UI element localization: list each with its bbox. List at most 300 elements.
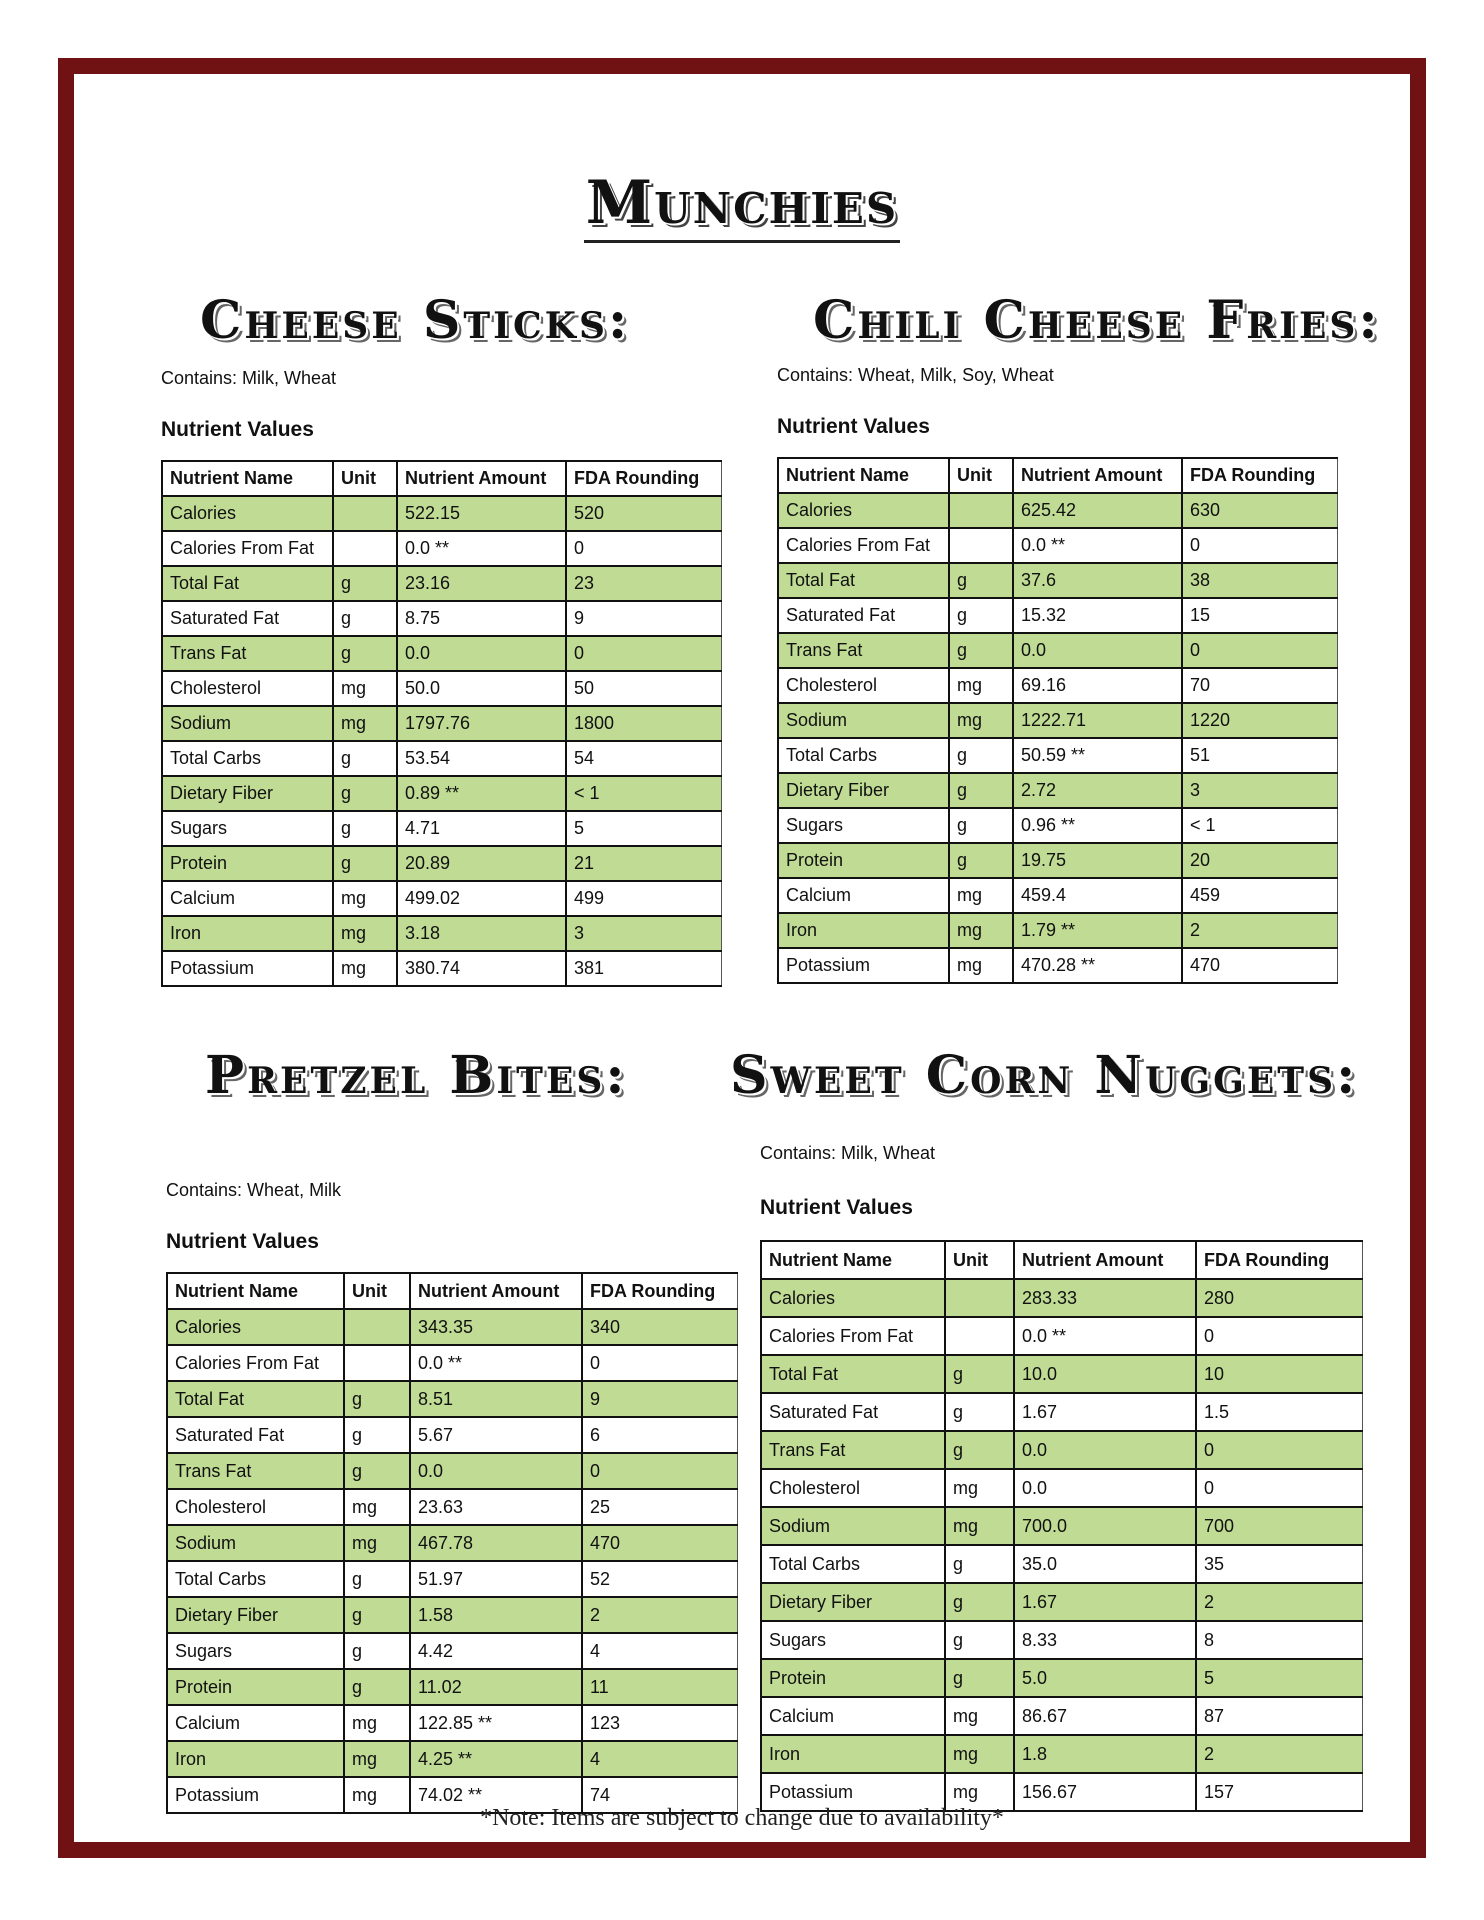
col-unit-cell bbox=[344, 1309, 410, 1345]
col-nutrient-amount-cell: 11.02 bbox=[410, 1669, 582, 1705]
col-fda-rounding-cell: 8 bbox=[1196, 1621, 1363, 1659]
col-fda-rounding-cell: 50 bbox=[566, 671, 722, 706]
col-nutrient-name-cell: Cholesterol bbox=[167, 1489, 344, 1525]
col-fda-rounding-cell: 0 bbox=[566, 531, 722, 566]
col-nutrient-amount-cell: 86.67 bbox=[1014, 1697, 1196, 1735]
col-fda-rounding-cell: 21 bbox=[566, 846, 722, 881]
table-row bbox=[761, 1735, 1363, 1773]
table-row bbox=[167, 1741, 738, 1777]
col-nutrient-name-cell: Protein bbox=[162, 846, 333, 881]
col-unit-cell: mg bbox=[945, 1735, 1014, 1773]
col-unit-cell: g bbox=[945, 1659, 1014, 1697]
col-unit-cell: g bbox=[333, 601, 397, 636]
table-row bbox=[778, 528, 1338, 563]
col-fda-rounding-cell: 0 bbox=[566, 636, 722, 671]
col-nutrient-amount-cell: 0.0 bbox=[410, 1453, 582, 1489]
col-nutrient-name-cell: Iron bbox=[167, 1741, 344, 1777]
col-fda-rounding-cell: 1220 bbox=[1182, 703, 1338, 738]
col-fda-rounding-cell: 2 bbox=[1196, 1583, 1363, 1621]
col-nutrient-amount-cell: 470.28 ** bbox=[1013, 948, 1182, 983]
col-fda-rounding-cell: < 1 bbox=[566, 776, 722, 811]
table-row bbox=[761, 1545, 1363, 1583]
col-fda-rounding-cell: 520 bbox=[566, 496, 722, 531]
nutrient-values-heading: Nutrient Values bbox=[161, 418, 314, 441]
col-nutrient-name-cell: Cholesterol bbox=[761, 1469, 945, 1507]
col-nutrient-amount-cell: 50.59 ** bbox=[1013, 738, 1182, 773]
table-row bbox=[761, 1659, 1363, 1697]
col-unit-cell: mg bbox=[949, 913, 1013, 948]
col-nutrient-amount-cell: 122.85 ** bbox=[410, 1705, 582, 1741]
col-nutrient-name-cell: Dietary Fiber bbox=[162, 776, 333, 811]
table-row bbox=[778, 843, 1338, 878]
col-nutrient-name-cell: Saturated Fat bbox=[167, 1417, 344, 1453]
col-fda-rounding-cell: 157 bbox=[1196, 1773, 1363, 1811]
table-row bbox=[761, 1621, 1363, 1659]
table-row bbox=[778, 563, 1338, 598]
col-nutrient-name-cell: Sugars bbox=[167, 1633, 344, 1669]
col-unit-cell bbox=[945, 1317, 1014, 1355]
col-fda-rounding-cell: 0 bbox=[1196, 1469, 1363, 1507]
table-row bbox=[761, 1317, 1363, 1355]
col-nutrient-name-header: Nutrient Name bbox=[761, 1241, 945, 1279]
col-nutrient-amount-cell: 10.0 bbox=[1014, 1355, 1196, 1393]
col-nutrient-name-cell: Potassium bbox=[778, 948, 949, 983]
nutrient-table-sweet-corn-nuggets bbox=[760, 1240, 1363, 1812]
col-fda-rounding-cell: < 1 bbox=[1182, 808, 1338, 843]
table-header-row bbox=[162, 461, 722, 496]
col-unit-cell: g bbox=[344, 1453, 410, 1489]
col-nutrient-amount-cell: 343.35 bbox=[410, 1309, 582, 1345]
col-fda-rounding-cell: 459 bbox=[1182, 878, 1338, 913]
table-header-row bbox=[761, 1241, 1363, 1279]
col-unit-cell: mg bbox=[945, 1507, 1014, 1545]
col-fda-rounding-cell: 123 bbox=[582, 1705, 738, 1741]
col-nutrient-name-cell: Trans Fat bbox=[778, 633, 949, 668]
col-nutrient-name-cell: Trans Fat bbox=[167, 1453, 344, 1489]
section-title-pretzel-bites: Pretzel Bites: bbox=[205, 1045, 628, 1106]
col-nutrient-amount-cell: 0.0 ** bbox=[410, 1345, 582, 1381]
col-unit-cell bbox=[945, 1279, 1014, 1317]
col-nutrient-name-cell: Calories From Fat bbox=[761, 1317, 945, 1355]
col-nutrient-name-cell: Potassium bbox=[162, 951, 333, 986]
table-row bbox=[162, 951, 722, 986]
col-fda-rounding-cell: 11 bbox=[582, 1669, 738, 1705]
col-nutrient-amount-cell: 522.15 bbox=[397, 496, 566, 531]
col-unit-header: Unit bbox=[945, 1241, 1014, 1279]
col-nutrient-amount-cell: 8.51 bbox=[410, 1381, 582, 1417]
table-row bbox=[761, 1431, 1363, 1469]
col-nutrient-name-cell: Trans Fat bbox=[761, 1431, 945, 1469]
table-row bbox=[778, 493, 1338, 528]
col-unit-cell: g bbox=[949, 598, 1013, 633]
col-fda-rounding-cell: 52 bbox=[582, 1561, 738, 1597]
table-row bbox=[778, 808, 1338, 843]
table-header-row bbox=[778, 458, 1338, 493]
col-nutrient-name-cell: Potassium bbox=[167, 1777, 344, 1813]
allergens-chili-cheese-fries: Contains: Wheat, Milk, Soy, Wheat bbox=[777, 365, 1054, 385]
col-nutrient-name-cell: Calories bbox=[162, 496, 333, 531]
col-unit-cell: g bbox=[333, 741, 397, 776]
col-nutrient-name-cell: Calcium bbox=[778, 878, 949, 913]
col-nutrient-name-cell: Total Fat bbox=[778, 563, 949, 598]
col-nutrient-amount-cell: 15.32 bbox=[1013, 598, 1182, 633]
col-unit-cell: mg bbox=[949, 703, 1013, 738]
availability-note: *Note: Items are subject to change due to availability* bbox=[480, 1805, 1004, 1831]
col-nutrient-name-cell: Cholesterol bbox=[162, 671, 333, 706]
col-fda-rounding-cell: 74 bbox=[582, 1777, 738, 1813]
table-row bbox=[167, 1489, 738, 1525]
col-nutrient-name-cell: Total Fat bbox=[162, 566, 333, 601]
col-nutrient-name-cell: Sodium bbox=[778, 703, 949, 738]
col-nutrient-amount-cell: 1.8 bbox=[1014, 1735, 1196, 1773]
col-fda-rounding-cell: 3 bbox=[566, 916, 722, 951]
col-nutrient-name-cell: Sugars bbox=[162, 811, 333, 846]
col-nutrient-amount-cell: 8.75 bbox=[397, 601, 566, 636]
table-row bbox=[778, 878, 1338, 913]
table-row bbox=[761, 1355, 1363, 1393]
table-row bbox=[167, 1561, 738, 1597]
col-unit-header: Unit bbox=[344, 1273, 410, 1309]
col-unit-cell: mg bbox=[344, 1741, 410, 1777]
col-unit-cell bbox=[949, 528, 1013, 563]
table-row bbox=[167, 1453, 738, 1489]
col-nutrient-name-cell: Total Fat bbox=[167, 1381, 344, 1417]
col-nutrient-name-cell: Protein bbox=[761, 1659, 945, 1697]
col-nutrient-name-cell: Sugars bbox=[761, 1621, 945, 1659]
col-nutrient-name-cell: Dietary Fiber bbox=[778, 773, 949, 808]
col-nutrient-name-cell: Calories From Fat bbox=[778, 528, 949, 563]
col-nutrient-amount-cell: 4.71 bbox=[397, 811, 566, 846]
nutrient-table-chili-cheese-fries bbox=[777, 457, 1338, 984]
nutrient-values-heading: Nutrient Values bbox=[166, 1230, 319, 1253]
col-unit-cell: mg bbox=[344, 1489, 410, 1525]
col-fda-rounding-cell: 10 bbox=[1196, 1355, 1363, 1393]
col-nutrient-amount-cell: 20.89 bbox=[397, 846, 566, 881]
table-row bbox=[162, 496, 722, 531]
col-fda-rounding-cell: 470 bbox=[1182, 948, 1338, 983]
col-nutrient-amount-cell: 0.0 ** bbox=[397, 531, 566, 566]
col-fda-rounding-cell: 54 bbox=[566, 741, 722, 776]
col-nutrient-name-cell: Calories From Fat bbox=[167, 1345, 344, 1381]
nutrient-table-cheese-sticks bbox=[161, 460, 722, 987]
col-fda-rounding-cell: 9 bbox=[582, 1381, 738, 1417]
col-fda-rounding-cell: 87 bbox=[1196, 1697, 1363, 1735]
col-unit-cell: g bbox=[344, 1417, 410, 1453]
col-unit-cell: mg bbox=[333, 951, 397, 986]
col-nutrient-amount-cell: 459.4 bbox=[1013, 878, 1182, 913]
table-row bbox=[167, 1381, 738, 1417]
col-nutrient-amount-cell: 3.18 bbox=[397, 916, 566, 951]
col-nutrient-amount-cell: 0.96 ** bbox=[1013, 808, 1182, 843]
col-fda-rounding-cell: 70 bbox=[1182, 668, 1338, 703]
col-fda-rounding-cell: 25 bbox=[582, 1489, 738, 1525]
col-unit-cell bbox=[344, 1345, 410, 1381]
col-fda-rounding-cell: 38 bbox=[1182, 563, 1338, 598]
col-nutrient-amount-cell: 499.02 bbox=[397, 881, 566, 916]
col-nutrient-amount-cell: 0.0 bbox=[397, 636, 566, 671]
col-nutrient-amount-cell: 1.67 bbox=[1014, 1583, 1196, 1621]
col-nutrient-amount-cell: 700.0 bbox=[1014, 1507, 1196, 1545]
col-unit-cell: g bbox=[344, 1381, 410, 1417]
table-row bbox=[162, 636, 722, 671]
col-fda-rounding-cell: 340 bbox=[582, 1309, 738, 1345]
col-fda-rounding-header: FDA Rounding bbox=[1182, 458, 1338, 493]
col-unit-cell: g bbox=[333, 566, 397, 601]
col-fda-rounding-cell: 4 bbox=[582, 1633, 738, 1669]
col-nutrient-name-cell: Dietary Fiber bbox=[761, 1583, 945, 1621]
col-nutrient-amount-cell: 625.42 bbox=[1013, 493, 1182, 528]
col-fda-rounding-cell: 2 bbox=[1196, 1735, 1363, 1773]
col-unit-cell: mg bbox=[333, 706, 397, 741]
table-row bbox=[778, 668, 1338, 703]
col-nutrient-name-cell: Iron bbox=[761, 1735, 945, 1773]
table-row bbox=[167, 1633, 738, 1669]
col-unit-header: Unit bbox=[333, 461, 397, 496]
table-row bbox=[162, 916, 722, 951]
col-fda-rounding-cell: 15 bbox=[1182, 598, 1338, 633]
col-unit-cell: g bbox=[945, 1545, 1014, 1583]
col-fda-rounding-cell: 3 bbox=[1182, 773, 1338, 808]
col-fda-rounding-header: FDA Rounding bbox=[582, 1273, 738, 1309]
col-fda-rounding-cell: 1.5 bbox=[1196, 1393, 1363, 1431]
col-nutrient-amount-cell: 53.54 bbox=[397, 741, 566, 776]
col-fda-rounding-cell: 499 bbox=[566, 881, 722, 916]
table-row bbox=[162, 531, 722, 566]
col-nutrient-amount-cell: 0.0 bbox=[1013, 633, 1182, 668]
col-nutrient-name-cell: Calories bbox=[761, 1279, 945, 1317]
col-nutrient-amount-cell: 50.0 bbox=[397, 671, 566, 706]
col-fda-rounding-cell: 1800 bbox=[566, 706, 722, 741]
nutrient-values-heading: Nutrient Values bbox=[760, 1196, 913, 1219]
col-fda-rounding-cell: 6 bbox=[582, 1417, 738, 1453]
col-nutrient-amount-cell: 283.33 bbox=[1014, 1279, 1196, 1317]
col-unit-cell: g bbox=[333, 636, 397, 671]
col-fda-rounding-header: FDA Rounding bbox=[1196, 1241, 1363, 1279]
col-nutrient-name-cell: Sodium bbox=[167, 1525, 344, 1561]
col-nutrient-name-cell: Dietary Fiber bbox=[167, 1597, 344, 1633]
col-nutrient-name-cell: Saturated Fat bbox=[162, 601, 333, 636]
table-row bbox=[778, 773, 1338, 808]
col-fda-rounding-cell: 5 bbox=[566, 811, 722, 846]
col-fda-rounding-cell: 2 bbox=[582, 1597, 738, 1633]
col-nutrient-amount-cell: 0.0 bbox=[1014, 1469, 1196, 1507]
table-row bbox=[167, 1525, 738, 1561]
table-row bbox=[778, 598, 1338, 633]
col-unit-cell: g bbox=[333, 811, 397, 846]
col-nutrient-amount-cell: 0.0 ** bbox=[1013, 528, 1182, 563]
col-unit-cell: g bbox=[945, 1583, 1014, 1621]
col-unit-cell: mg bbox=[333, 916, 397, 951]
nutrient-values-heading: Nutrient Values bbox=[777, 415, 930, 438]
table-row bbox=[162, 811, 722, 846]
table-row bbox=[761, 1469, 1363, 1507]
col-nutrient-name-cell: Total Carbs bbox=[761, 1545, 945, 1583]
table-row bbox=[162, 706, 722, 741]
col-nutrient-amount-cell: 4.25 ** bbox=[410, 1741, 582, 1777]
col-unit-cell: mg bbox=[949, 668, 1013, 703]
col-nutrient-name-cell: Sodium bbox=[761, 1507, 945, 1545]
col-fda-rounding-cell: 0 bbox=[582, 1453, 738, 1489]
col-unit-cell bbox=[333, 496, 397, 531]
col-nutrient-amount-cell: 35.0 bbox=[1014, 1545, 1196, 1583]
col-fda-rounding-header: FDA Rounding bbox=[566, 461, 722, 496]
table-row bbox=[778, 633, 1338, 668]
page-title: Munchies bbox=[0, 168, 1484, 238]
col-nutrient-amount-cell: 5.0 bbox=[1014, 1659, 1196, 1697]
section-title-cheese-sticks: Cheese Sticks: bbox=[200, 290, 631, 351]
table-row bbox=[162, 741, 722, 776]
table-row bbox=[761, 1279, 1363, 1317]
col-nutrient-name-cell: Potassium bbox=[761, 1773, 945, 1811]
table-row bbox=[162, 776, 722, 811]
table-row bbox=[778, 913, 1338, 948]
col-nutrient-amount-cell: 23.63 bbox=[410, 1489, 582, 1525]
table-row bbox=[761, 1583, 1363, 1621]
col-unit-cell: g bbox=[333, 776, 397, 811]
col-nutrient-amount-header: Nutrient Amount bbox=[397, 461, 566, 496]
col-fda-rounding-cell: 20 bbox=[1182, 843, 1338, 878]
col-nutrient-amount-header: Nutrient Amount bbox=[1013, 458, 1182, 493]
col-nutrient-name-cell: Calories bbox=[167, 1309, 344, 1345]
col-nutrient-amount-cell: 467.78 bbox=[410, 1525, 582, 1561]
col-unit-cell: mg bbox=[333, 881, 397, 916]
col-unit-cell: g bbox=[344, 1561, 410, 1597]
col-nutrient-amount-cell: 1.58 bbox=[410, 1597, 582, 1633]
table-row bbox=[167, 1597, 738, 1633]
col-nutrient-amount-cell: 1.67 bbox=[1014, 1393, 1196, 1431]
col-nutrient-amount-cell: 380.74 bbox=[397, 951, 566, 986]
col-unit-cell: mg bbox=[949, 948, 1013, 983]
table-row bbox=[778, 948, 1338, 983]
col-unit-cell: g bbox=[344, 1633, 410, 1669]
col-unit-cell: g bbox=[945, 1431, 1014, 1469]
col-nutrient-name-cell: Calcium bbox=[162, 881, 333, 916]
col-nutrient-name-cell: Cholesterol bbox=[778, 668, 949, 703]
col-nutrient-amount-cell: 37.6 bbox=[1013, 563, 1182, 598]
col-unit-cell: g bbox=[949, 563, 1013, 598]
col-nutrient-name-cell: Saturated Fat bbox=[778, 598, 949, 633]
col-nutrient-name-cell: Total Fat bbox=[761, 1355, 945, 1393]
col-unit-cell: g bbox=[344, 1597, 410, 1633]
col-nutrient-name-cell: Calcium bbox=[761, 1697, 945, 1735]
col-fda-rounding-cell: 0 bbox=[1196, 1317, 1363, 1355]
col-fda-rounding-cell: 0 bbox=[1182, 633, 1338, 668]
table-row bbox=[167, 1309, 738, 1345]
table-row bbox=[761, 1507, 1363, 1545]
col-nutrient-amount-cell: 8.33 bbox=[1014, 1621, 1196, 1659]
col-nutrient-name-cell: Sodium bbox=[162, 706, 333, 741]
col-unit-cell: mg bbox=[949, 878, 1013, 913]
col-fda-rounding-cell: 280 bbox=[1196, 1279, 1363, 1317]
col-unit-cell: g bbox=[945, 1621, 1014, 1659]
col-unit-cell: g bbox=[945, 1355, 1014, 1393]
col-unit-header: Unit bbox=[949, 458, 1013, 493]
col-nutrient-name-cell: Iron bbox=[162, 916, 333, 951]
table-row bbox=[778, 703, 1338, 738]
col-nutrient-name-cell: Calories From Fat bbox=[162, 531, 333, 566]
table-row bbox=[167, 1669, 738, 1705]
col-nutrient-amount-cell: 69.16 bbox=[1013, 668, 1182, 703]
col-nutrient-amount-cell: 0.0 ** bbox=[1014, 1317, 1196, 1355]
col-nutrient-amount-cell: 19.75 bbox=[1013, 843, 1182, 878]
allergens-cheese-sticks: Contains: Milk, Wheat bbox=[161, 368, 337, 388]
col-unit-cell: g bbox=[949, 738, 1013, 773]
col-nutrient-name-header: Nutrient Name bbox=[778, 458, 949, 493]
col-unit-cell: g bbox=[949, 843, 1013, 878]
col-fda-rounding-cell: 700 bbox=[1196, 1507, 1363, 1545]
col-fda-rounding-cell: 381 bbox=[566, 951, 722, 986]
col-fda-rounding-cell: 0 bbox=[1182, 528, 1338, 563]
col-nutrient-amount-cell: 156.67 bbox=[1014, 1773, 1196, 1811]
col-nutrient-amount-cell: 23.16 bbox=[397, 566, 566, 601]
table-row bbox=[162, 601, 722, 636]
col-unit-cell bbox=[949, 493, 1013, 528]
table-header-row bbox=[167, 1273, 738, 1309]
col-unit-cell: g bbox=[949, 633, 1013, 668]
col-nutrient-name-cell: Sugars bbox=[778, 808, 949, 843]
allergens-pretzel-bites: Contains: Wheat, Milk bbox=[166, 1180, 342, 1200]
table-row bbox=[167, 1705, 738, 1741]
col-nutrient-amount-cell: 5.67 bbox=[410, 1417, 582, 1453]
col-unit-cell: mg bbox=[945, 1773, 1014, 1811]
col-fda-rounding-cell: 51 bbox=[1182, 738, 1338, 773]
section-title-sweet-corn-nuggets: Sweet Corn Nuggets: bbox=[730, 1045, 1359, 1106]
table-row bbox=[761, 1697, 1363, 1735]
col-fda-rounding-cell: 470 bbox=[582, 1525, 738, 1561]
col-fda-rounding-cell: 0 bbox=[582, 1345, 738, 1381]
col-nutrient-amount-cell: 2.72 bbox=[1013, 773, 1182, 808]
col-nutrient-name-cell: Total Carbs bbox=[778, 738, 949, 773]
section-title-chili-cheese-fries: Chili Cheese Fries: bbox=[813, 290, 1381, 351]
col-nutrient-amount-cell: 0.89 ** bbox=[397, 776, 566, 811]
col-nutrient-name-header: Nutrient Name bbox=[162, 461, 333, 496]
table-row bbox=[167, 1417, 738, 1453]
col-unit-cell: mg bbox=[945, 1697, 1014, 1735]
col-unit-cell: g bbox=[949, 808, 1013, 843]
col-nutrient-amount-cell: 74.02 ** bbox=[410, 1777, 582, 1813]
col-fda-rounding-cell: 630 bbox=[1182, 493, 1338, 528]
col-nutrient-amount-cell: 4.42 bbox=[410, 1633, 582, 1669]
col-fda-rounding-cell: 23 bbox=[566, 566, 722, 601]
col-nutrient-name-cell: Iron bbox=[778, 913, 949, 948]
col-unit-cell: g bbox=[344, 1669, 410, 1705]
col-unit-cell: mg bbox=[344, 1777, 410, 1813]
col-fda-rounding-cell: 4 bbox=[582, 1741, 738, 1777]
col-nutrient-name-cell: Saturated Fat bbox=[761, 1393, 945, 1431]
col-nutrient-amount-cell: 51.97 bbox=[410, 1561, 582, 1597]
col-nutrient-name-cell: Total Carbs bbox=[162, 741, 333, 776]
col-nutrient-name-cell: Calcium bbox=[167, 1705, 344, 1741]
col-unit-cell: mg bbox=[333, 671, 397, 706]
table-row bbox=[162, 881, 722, 916]
col-nutrient-amount-header: Nutrient Amount bbox=[1014, 1241, 1196, 1279]
col-fda-rounding-cell: 2 bbox=[1182, 913, 1338, 948]
col-nutrient-name-cell: Trans Fat bbox=[162, 636, 333, 671]
col-nutrient-amount-cell: 0.0 bbox=[1014, 1431, 1196, 1469]
col-fda-rounding-cell: 9 bbox=[566, 601, 722, 636]
col-nutrient-name-header: Nutrient Name bbox=[167, 1273, 344, 1309]
col-unit-cell: g bbox=[945, 1393, 1014, 1431]
col-nutrient-name-cell: Protein bbox=[167, 1669, 344, 1705]
table-row bbox=[167, 1345, 738, 1381]
col-unit-cell bbox=[333, 531, 397, 566]
col-unit-cell: g bbox=[949, 773, 1013, 808]
col-nutrient-amount-header: Nutrient Amount bbox=[410, 1273, 582, 1309]
col-unit-cell: mg bbox=[344, 1525, 410, 1561]
col-nutrient-amount-cell: 1797.76 bbox=[397, 706, 566, 741]
nutrient-table-pretzel-bites bbox=[166, 1272, 738, 1814]
col-fda-rounding-cell: 5 bbox=[1196, 1659, 1363, 1697]
